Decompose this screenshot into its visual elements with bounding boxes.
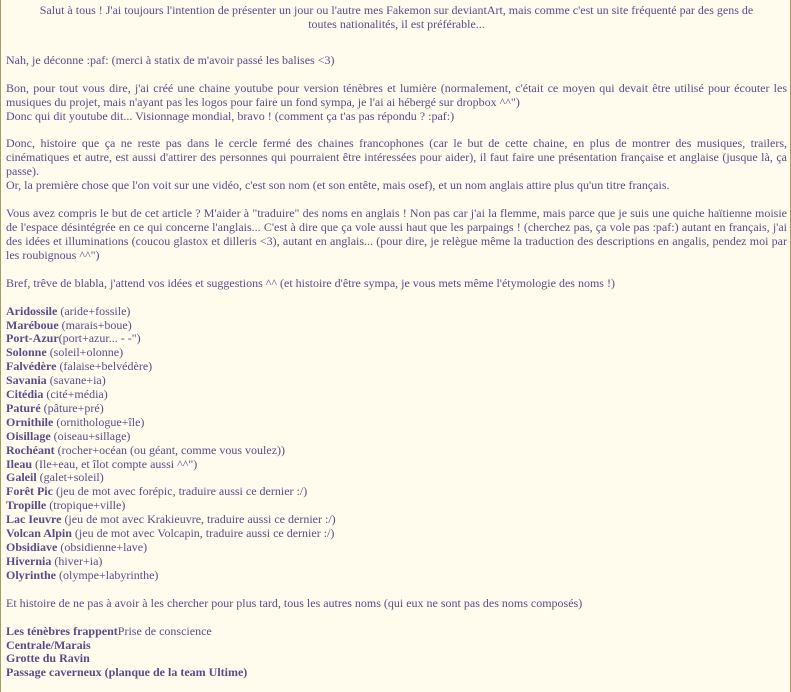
list-item	[6, 444, 787, 458]
place-name: Centrale/Marais	[6, 637, 91, 652]
place-name: Volcan Alpin	[6, 526, 72, 541]
place-note: (rocher+océan (ou géant, comme vous voulez))	[54, 442, 286, 457]
place-note: (savane+ia)	[46, 373, 106, 388]
place-name: Tropille	[6, 498, 47, 513]
place-note: (pâture+pré)	[40, 400, 104, 415]
place-name: Paturé	[6, 400, 41, 415]
list-item	[6, 569, 787, 583]
paragraph: Bon, pour tout vous dire, j'ai créé une chaine youtube pour version ténèbres et lumière (normalement, c'était ce moyen qui devait être utilisé pour écouter les musiques du projet, mais n'ayant pas les logos pour faire un fond sympa, je l'ai ai hébergé sur dropbox ^^")	[6, 80, 787, 109]
list-item	[6, 416, 787, 430]
names-list	[6, 305, 787, 583]
paragraph: Or, la première chose que l'on voit sur une vidéo, c'est son nom (et son entête, mais osef), et un nom anglais attire plus qu'un titre français.	[6, 178, 670, 193]
paragraph: Nah, je déconne :paf: (merci à statix de m'avoir passé les balises <3)	[6, 52, 335, 67]
list-item	[6, 332, 787, 346]
paragraph: Bref, trêve de blabla, j'attend vos idées et suggestions ^^ (et histoire d'être sympa, je vous mets même l'étymologie des noms !)	[6, 275, 615, 290]
place-name: Port-Azur	[6, 331, 59, 346]
others-list	[6, 625, 787, 681]
list-item	[6, 639, 787, 653]
place-note: (ornithologue+île)	[53, 414, 145, 429]
place-note: (falaise+belvédère)	[56, 359, 153, 374]
place-name: Rochéant	[6, 442, 55, 457]
place-name: Oisillage	[6, 428, 51, 443]
place-name: Solonne	[6, 345, 47, 360]
place-name: Hivernia	[6, 553, 52, 568]
list-item	[6, 625, 787, 639]
list-item	[6, 541, 787, 555]
place-note: (marais+boue)	[58, 317, 132, 332]
place-name: Galeil	[6, 470, 37, 485]
paragraph: Vous avez compris le but de cet article ? M'aider à "traduire" des noms en anglais ! Non pas car j'ai la flemme, mais parce que je suis une quiche haïtienne moisie de l'espace désintégrée en ce qui concerne l'anglais... C'est à dire que ça vole aussi haut que les parpaings ! (cherchez pas, ça vole pas :paf:) autant en français, j'ai des idées et illuminations (coucou glastox et dilleris <3), autant en anglais... (pour dire, je relègue même la traduction des descriptions en angalis, pendez moi par les roubignous ^^")	[6, 206, 787, 262]
list-item	[6, 305, 787, 319]
place-note: (galet+soleil)	[36, 470, 104, 485]
place-name: Passage caverneux (planque de la team Ultime)	[6, 665, 248, 680]
paragraph: Donc, histoire que ça ne reste pas dans le cercle fermé des chaines francophones (car le but de cette chaine, en plus de montrer des musiques, trailers, cinématiques et autre, est aussi d'attirer des personnes qui pourraient être intéressées pour aider), il faut faire une présentation française et anglaise (jusque là, ça passe).	[6, 136, 787, 179]
list-item	[6, 485, 787, 499]
youtube-block	[6, 82, 787, 124]
list-item	[6, 319, 787, 333]
place-note: (olympe+labyrinthe)	[56, 567, 159, 582]
place-note: (obsidienne+lave)	[57, 540, 148, 554]
intro-text: Salut à tous ! J'ai toujours l'intention de présenter un jour ou l'autre mes Fakemon sur deviantArt, mais comme c'est un site fréquenté par des gens de toutes nationalités, il est préférable...	[39, 3, 754, 31]
place-note: (hiver+ia)	[51, 553, 103, 568]
place-name: Olyrinthe	[6, 567, 56, 582]
place-name: Savania	[6, 373, 47, 388]
list-item	[6, 458, 787, 472]
list-item	[6, 374, 787, 388]
place-note: (oiseau+sillage)	[50, 428, 131, 443]
place-note: (tropique+ville)	[46, 498, 126, 513]
place-name: Aridossile	[6, 303, 58, 318]
place-note: (aride+fossile)	[57, 303, 131, 318]
place-note: (Ile+eau, et îlot compte aussi ^^")	[32, 456, 198, 471]
list-item	[6, 402, 787, 416]
place-note: (soleil+olonne)	[46, 345, 124, 360]
place-name: Grotte du Ravin	[6, 651, 90, 666]
place-note: (port+azur... - -")	[58, 331, 141, 346]
paragraph: Donc qui dit youtube dit... Visionnage mondial, bravo ! (comment ça t'as pas répondu ? :paf:)	[6, 108, 455, 123]
list-item	[6, 666, 787, 680]
list-item	[6, 555, 787, 569]
place-name: Ileau	[6, 456, 33, 471]
paragraph: Et histoire de ne pas à avoir à les chercher pour plus tard, tous les autres noms (qui eux ne sont pas des noms composés)	[6, 595, 583, 610]
place-note: (jeu de mot avec Krakieuvre, traduire aussi ce dernier :/)	[61, 512, 336, 527]
list-item	[6, 513, 787, 527]
place-note: (cité+média)	[43, 387, 108, 402]
place-name: Citédia	[6, 387, 44, 402]
place-note: (jeu de mot avec forépic, traduire aussi ce dernier :/)	[52, 484, 308, 499]
place-name: Obsidiave	[6, 540, 58, 554]
place-name: Maréboue	[6, 317, 59, 332]
place-name: Lac Ieuvre	[6, 512, 62, 527]
list-item	[6, 527, 787, 541]
place-note: (jeu de mot avec Volcapin, traduire aussi ce dernier :/)	[71, 526, 335, 541]
place-name: Ornithile	[6, 414, 54, 429]
place-note: Prise de conscience	[117, 623, 212, 638]
list-item	[6, 430, 787, 444]
place-name: Falvédère	[6, 359, 57, 374]
presentation-block	[6, 137, 787, 193]
list-item	[6, 471, 787, 485]
list-item	[6, 499, 787, 513]
list-item	[6, 346, 787, 360]
list-item	[6, 652, 787, 666]
list-item	[6, 388, 787, 402]
place-name: Les ténèbres frappent	[6, 623, 118, 638]
list-item	[6, 360, 787, 374]
place-name: Forêt Pic	[6, 484, 53, 499]
